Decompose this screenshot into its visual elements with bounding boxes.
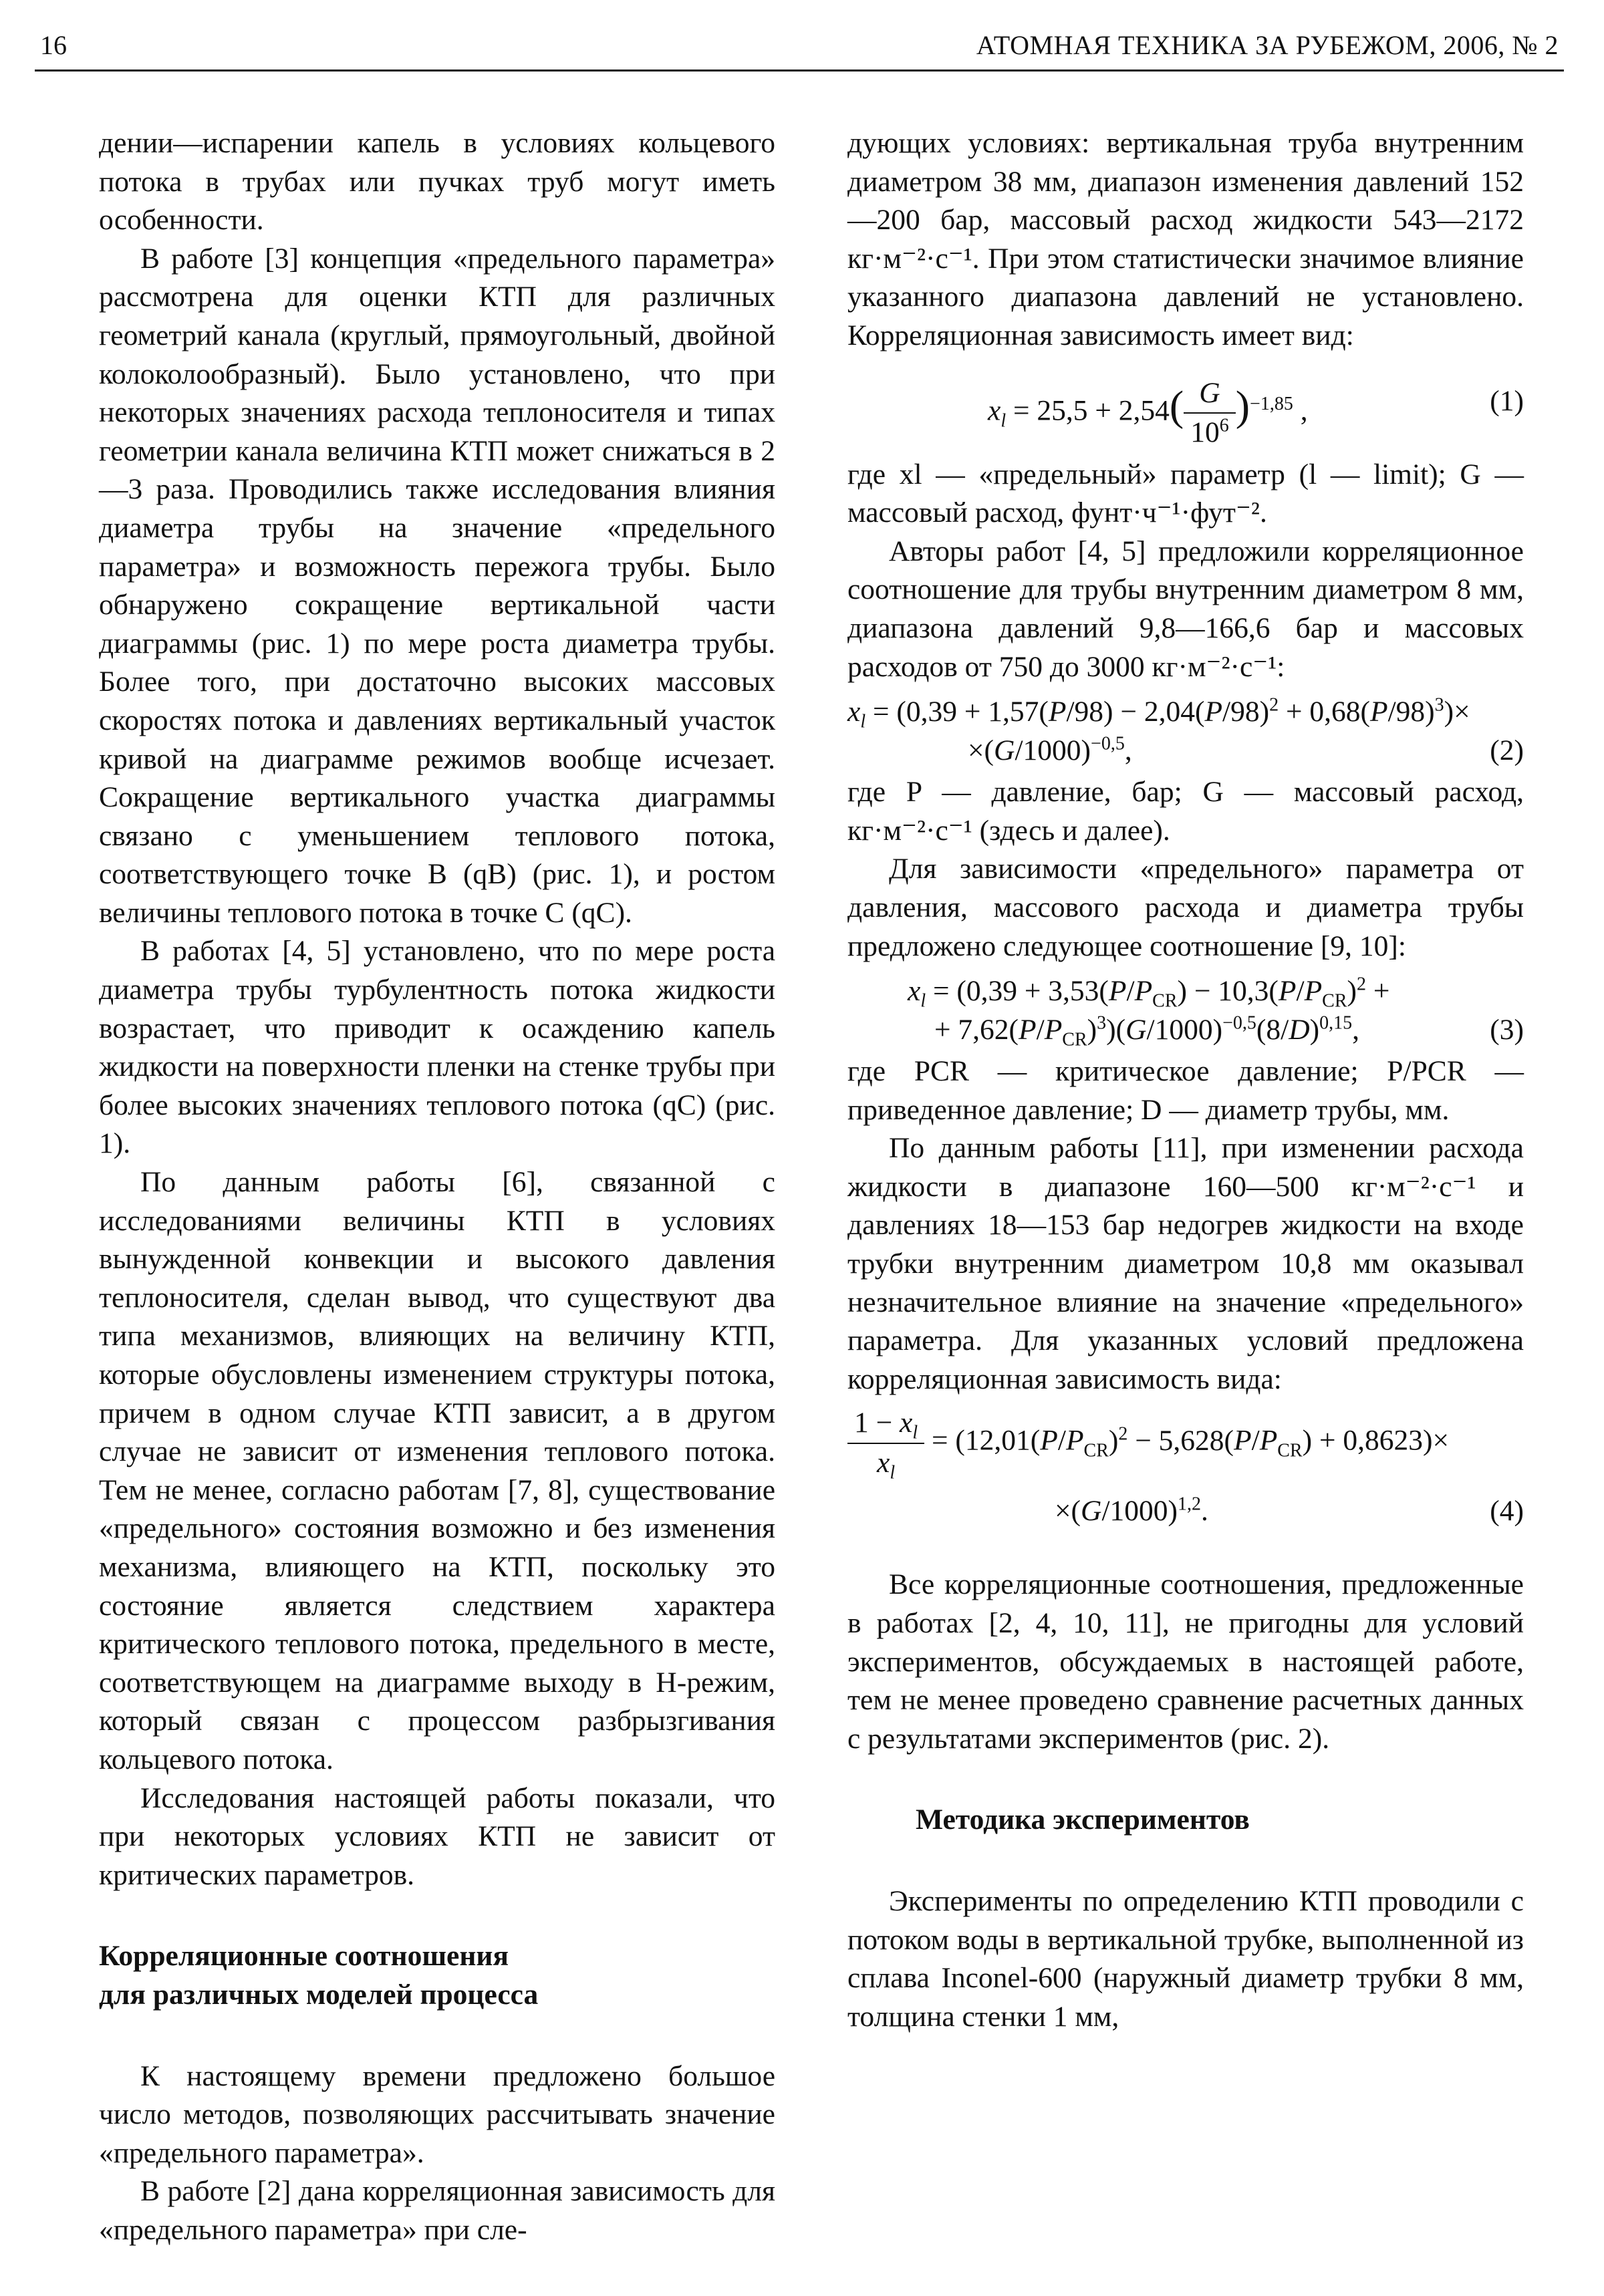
paragraph: В работе [2] дана корреляционная зависимость для «предельного параметра» при сле- <box>99 2175 775 2246</box>
right-column <box>847 124 1524 2036</box>
equation-4: $\frac{1 - x_l}{x_l}$ = $(12,01(P/P_{CR})^2 - 5,628(P/P_{CR}) + 0,8623)\times$ $\times(G/1000)^{1,2}$. (4) <box>847 1399 1524 1539</box>
section-heading: Корреляционные соотношения для различных моделей процесса <box>99 1940 539 2011</box>
paragraph: Все корреляционные соотношения, предложенные в работах [2, 4, 10, 11], не пригодны для условий экспериментов, обсуждаемых в настоящей работе, тем не менее проведено сравнение расчетных данных с результатами экспериментов (рис. 2). <box>847 1568 1524 1755</box>
section-heading: Методика экспериментов <box>916 1804 1250 1836</box>
paragraph: где xl — «предельный» параметр (l — limit); G — массовый расход, фунт·ч⁻¹·фут⁻². <box>847 458 1524 529</box>
paragraph: Для зависимости «предельного» параметра от давления, массового расхода и диаметра трубы предложено следующее соотношение [9, 10]: <box>847 853 1524 962</box>
equation-3: $x_l = (0,39 + 3,53(P/P_{CR}) - 10,3(P/P_{CR})^2$ + + $7,62(P/P_{CR})^3)(G/1000)^{-0,5}(8/D)^{0,15}$, (3) <box>908 974 1524 1050</box>
journal-title: АТОМНАЯ ТЕХНИКА ЗА РУБЕЖОМ, 2006, № 2 <box>976 30 1559 60</box>
paragraph: В работе [3] концепция «предельного параметра» рассмотрена для оценки КТП для различных геометрий канала (круглый, прямоугольный, двойной колоколообразный). Было установлено, что при некоторых значениях расхода теплоносителя и типах геометрии канала величина КТП может снижаться в 2—3 раза. Проводились также исследования влияния диаметра трубы на значение «предельного параметра» и возможность пережога трубы. Было обнаружено сокращение вертикальной части диаграммы (рис. 1) по мере роста диаметра трубы. Более того, при достаточно высоких массовых скоростях потока и давлениях вертикальный участок кривой на диаграмме режимов вообще исчезает. Сокращение вертикального участка диаграммы связано с уменьшением теплового потока, соответствующего точке В (qB) (рис. 1), и ростом величины теплового потока в точке С (qC). <box>99 242 775 929</box>
paragraph: где PCR — критическое давление; P/PCR — приведенное давление; D — диаметр трубы, мм. <box>847 1055 1524 1126</box>
paragraph: дующих условиях: вертикальная труба внутренним диаметром 38 мм, диапазон изменения давлений 152—200 бар, массовый расход жидкости 543—2172 кг·м⁻²·с⁻¹. При этом статистически значимое влияние указанного диапазона давлений не установлено. Корреляционная зависимость имеет вид: <box>847 127 1524 351</box>
page-number: 16 <box>40 30 67 60</box>
equation-number: (4) <box>1490 1495 1524 1528</box>
paragraph: По данным работы [11], при изменении расхода жидкости в диапазоне 160—500 кг·м⁻²·с⁻¹ и давлениях 18—153 бар недогрев жидкости на входе трубки внутренним диаметром 10,8 мм оказывал незначительное влияние на значение «предельного» параметра. Для указанных условий предложена корреляционная зависимость вида: <box>847 1132 1524 1395</box>
equation-1: $x_l = 25,5 + 2,54$( $\frac{G}{10^6}$ )$^{-1,85}$ , (1) <box>847 355 1524 456</box>
header-rule <box>35 69 1564 71</box>
paragraph: Эксперименты по определению КТП проводили с потоком воды в вертикальной трубке, выполненной из сплава Inconel-600 (наружный диаметр трубки 8 мм, толщина стенки 1 мм, <box>847 1885 1524 2033</box>
paragraph: где P — давление, бар; G — массовый расход, кг·м⁻²·с⁻¹ (здесь и далее). <box>847 776 1524 847</box>
paragraph: К настоящему времени предложено большое число методов, позволяющих рассчитывать значение «предельного параметра». <box>99 2059 775 2169</box>
paragraph: дении—испарении капель в условиях кольцевого потока в трубах или пучках труб могут иметь особенности. <box>99 127 775 237</box>
equation-number: (1) <box>1490 384 1524 417</box>
left-column <box>99 124 775 2249</box>
paragraph: По данным работы [6], связанной с исследованиями величины КТП в условиях вынужденной конвекции и высокого давления теплоносителя, сделан вывод, что существуют два типа механизмов, влияющих на величину КТП, которые обусловлены изменением структуры потока, причем в одном случае КТП зависит, а в другом случае не зависит от изменения теплового потока. Тем не менее, согласно работам [7, 8], существование «предельного» состояния возможно и без изменения механизма, влияющего на КТП, поскольку это состояние является следствием характера критического теплового потока, предельного в месте, соответствующем на диаграмме выходу в Н-режим, который связан с процессом разбрызгивания кольцевого потока. <box>99 1166 775 1775</box>
paragraph: Авторы работ [4, 5] предложили корреляционное соотношение для трубы внутренним диаметром 8 мм, диапазона давлений 9,8—166,6 бар и массовых расходов от 750 до 3000 кг·м⁻²·с⁻¹: <box>847 535 1524 683</box>
equation-2: $x_l = (0,39 + 1,57(P/98) - 2,04(P/98)^2 + 0,68(P/98)^3)\times$ $\times(G/1000)^{-0,5}$, (2) <box>847 686 1524 773</box>
equation-number: (3) <box>1490 1014 1524 1046</box>
equation-number: (2) <box>1490 734 1524 767</box>
paragraph: Исследования настоящей работы показали, что при некоторых условиях КТП не зависит от критических параметров. <box>99 1781 775 1891</box>
paragraph: В работах [4, 5] установлено, что по мере роста диаметра трубы турбулентность потока жидкости возрастает, что приводит к осаждению капель жидкости на поверхности пленки на стенке трубы при более высоких значениях теплового потока (qC) (рис. 1). <box>99 935 775 1160</box>
